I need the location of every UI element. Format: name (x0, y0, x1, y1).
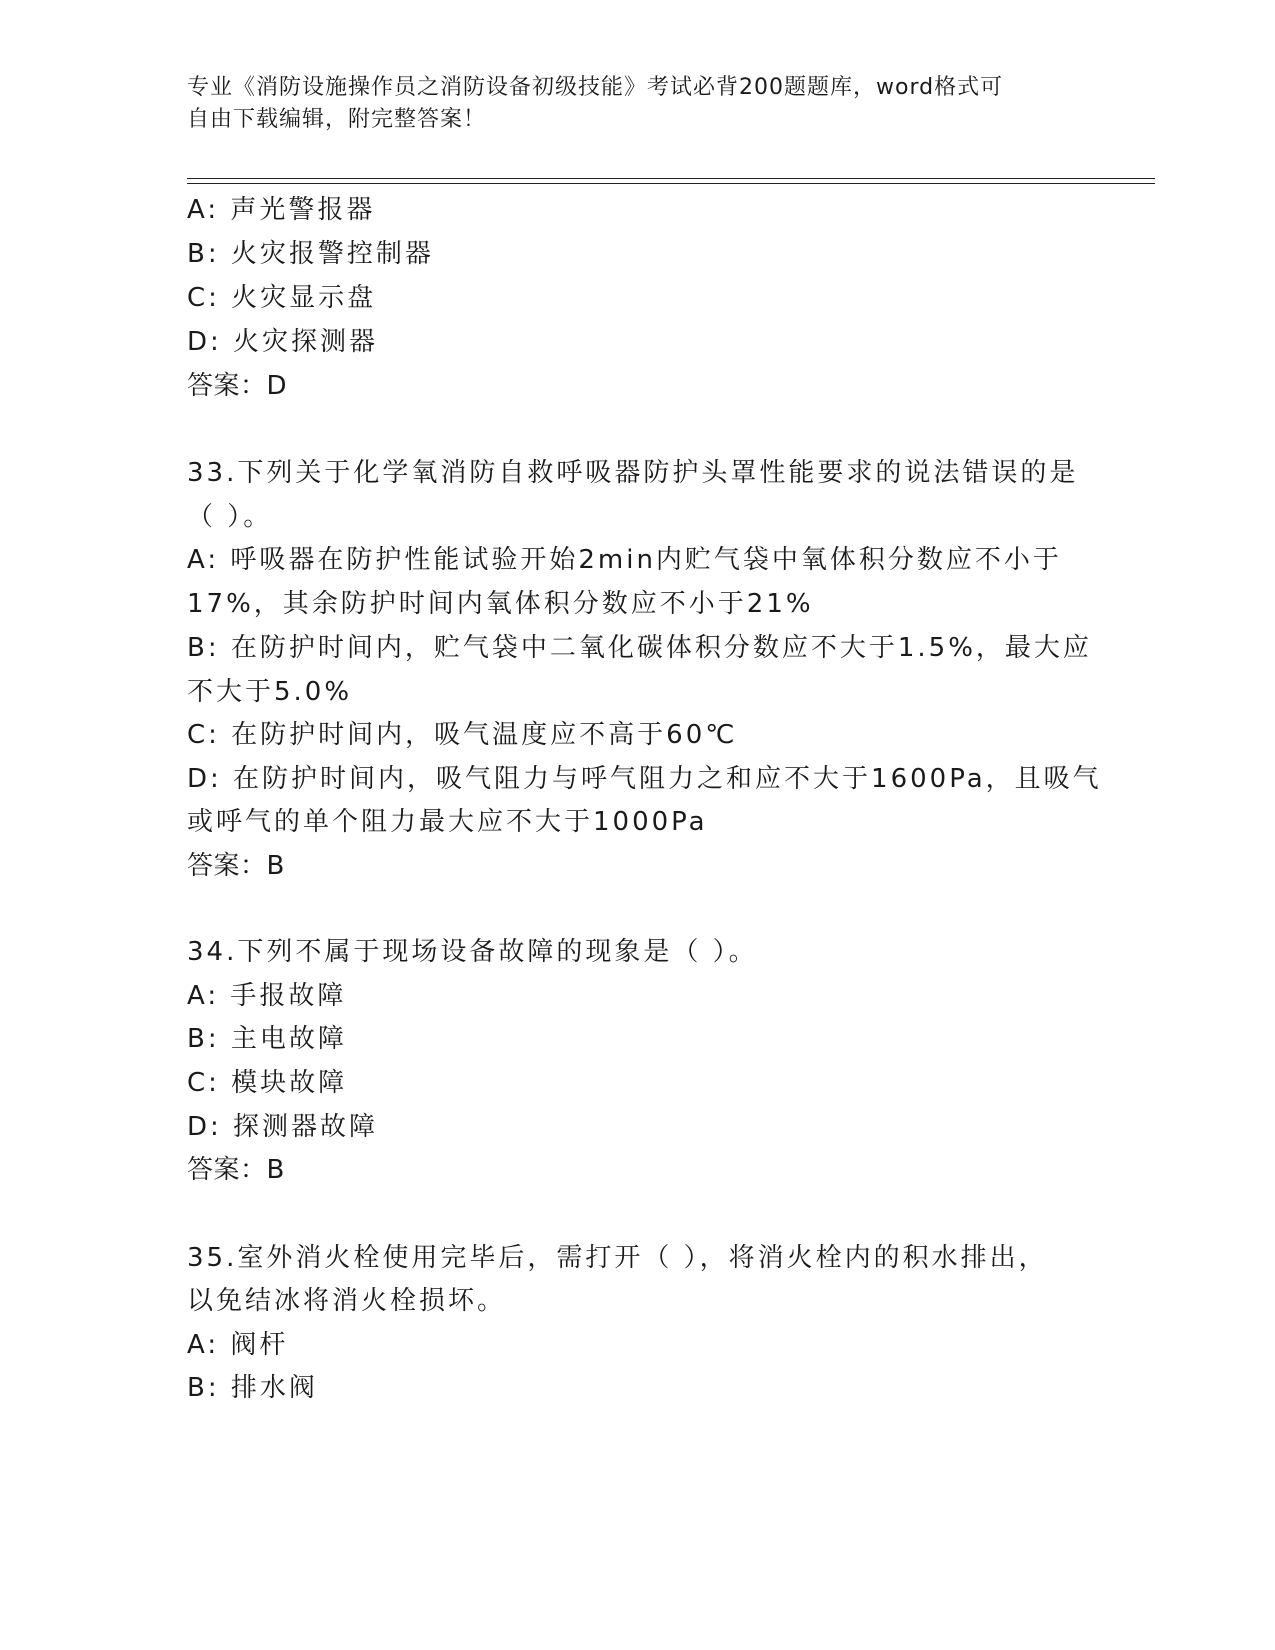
q34-stem: 34.下列不属于现场设备故障的现象是（ ）。 (187, 937, 758, 967)
q34-option-d: D: 探测器故障 (187, 1112, 379, 1142)
q33-answer: 答案：B (187, 851, 285, 881)
q33-option-d-line-2: 或呼气的单个阻力最大应不大于1000Pa (187, 807, 708, 837)
q33-option-a-line-2: 17%，其余防护时间内氧体积分数应不小于21% (187, 589, 814, 619)
q33-stem-line-2: （ ）。 (187, 502, 273, 532)
q33-option-b-line-2: 不大于5.0% (187, 677, 353, 707)
q33-option-a-line-1: A: 呼吸器在防护性能试验开始2min内贮气袋中氧体积分数应不小于 (187, 545, 1062, 575)
q35-option-a: A: 阀杆 (187, 1330, 289, 1360)
q35-option-b: B: 排水阀 (187, 1373, 318, 1403)
header-line-2: 自由下载编辑，附完整答案！ (187, 107, 487, 132)
q32-option-c: C: 火灾显示盘 (187, 283, 377, 313)
q35-stem-line-2: 以免结冰将消火栓损坏。 (187, 1286, 507, 1316)
q34-option-b: B: 主电故障 (187, 1024, 347, 1054)
document-header (187, 72, 1067, 136)
q33-option-b-line-1: B: 在防护时间内，贮气袋中二氧化碳体积分数应不大于1.5%，最大应 (187, 633, 1092, 663)
header-line-1: 专业《消防设施操作员之消防设备初级技能》考试必背200题题库，word格式可 (187, 75, 1004, 100)
q33-stem-line-1: 33.下列关于化学氧消防自救呼吸器防护头罩性能要求的说法错误的是 (187, 458, 1079, 488)
q35-stem-line-1: 35.室外消火栓使用完毕后，需打开（ ），将消火栓内的积水排出， (187, 1243, 1048, 1273)
q32-option-a: A: 声光警报器 (187, 195, 376, 225)
q34-answer: 答案：B (187, 1155, 285, 1185)
q34-option-c: C: 模块故障 (187, 1068, 348, 1098)
q34-option-a: A: 手报故障 (187, 981, 347, 1011)
q32-option-d: D: 火灾探测器 (187, 327, 379, 357)
header-divider-bottom (187, 183, 1155, 184)
q32-answer: 答案：D (187, 371, 288, 401)
header-divider-top (187, 178, 1155, 179)
q33-option-d-line-1: D: 在防护时间内，吸气阻力与呼气阻力之和应不大于1600Pa，且吸气 (187, 764, 1102, 794)
q33-option-c: C: 在防护时间内，吸气温度应不高于60℃ (187, 720, 738, 750)
q32-option-b: B: 火灾报警控制器 (187, 239, 434, 269)
